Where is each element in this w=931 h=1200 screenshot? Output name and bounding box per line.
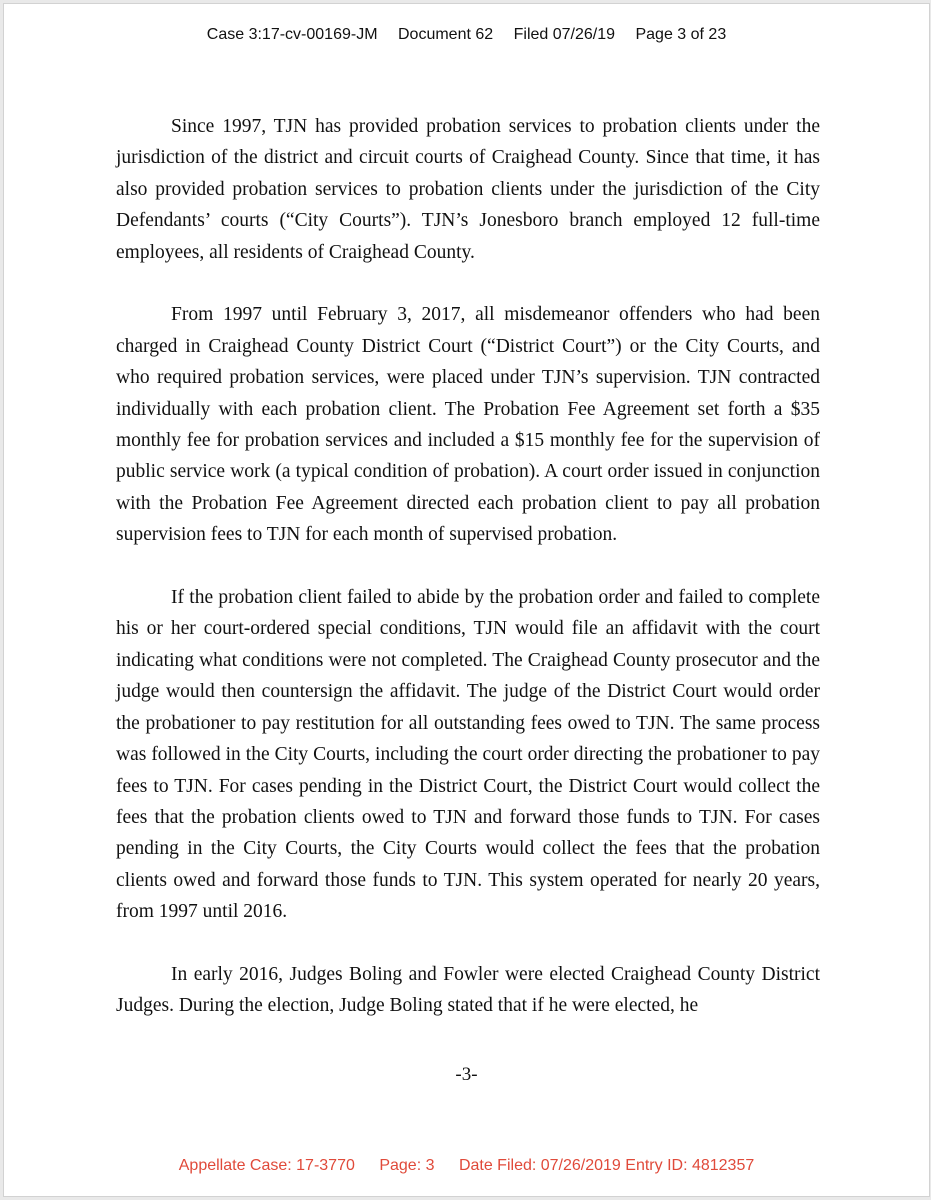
document-body	[116, 111, 820, 1053]
filed-date: Filed 07/26/19	[513, 26, 616, 43]
appellate-date-entry: Date Filed: 07/26/2019 Entry ID: 4812357	[458, 1157, 755, 1174]
appellate-footer	[4, 1157, 929, 1175]
paragraph-1: Since 1997, TJN has provided probation services to probation clients under the jurisdiction of the district and circuit courts of Craighead County. Since that time, it has also provided probation services to probation clients under the jurisdiction of the City Defendants’ courts (“City Courts”). TJN’s Jonesboro branch employed 12 full-time employees, all residents of Craighead County.	[116, 116, 820, 263]
appellate-page: Page: 3	[379, 1157, 435, 1174]
document-number: Document 62	[397, 26, 494, 43]
case-number: Case 3:17-cv-00169-JM	[206, 26, 378, 43]
page-count: Page 3 of 23	[635, 26, 727, 43]
page-number: -3-	[455, 1064, 478, 1085]
paragraph-4: In early 2016, Judges Boling and Fowler were elected Craighead County District Judges. During the election, Judge Boling stated that if he were elected, he	[116, 963, 820, 1017]
paragraph-2: From 1997 until February 3, 2017, all misdemeanor offenders who had been charged in Craighead County District Court (“District Court”) or the City Courts, and who required probation services, were placed under TJN’s supervision. TJN contracted individually with each probation client. The Probation Fee Agreement set forth a $35 monthly fee for probation services and included a $15 monthly fee for the supervision of public service work (a typical condition of probation). A court order issued in conjunction with the Probation Fee Agreement directed each probation client to pay all probation supervision fees to TJN for each month of supervised probation.	[116, 304, 820, 546]
paragraph-3: If the probation client failed to abide by the probation order and failed to complete his or her court-ordered special conditions, TJN would file an affidavit with the court indicating what conditions were not completed. The Craighead County prosecutor and the judge would then countersign the affidavit. The judge of the District Court would order the probationer to pay restitution for all outstanding fees owed to TJN. The same process was followed in the City Courts, including the court order directing the probationer to pay fees to TJN. For cases pending in the District Court, the District Court would collect the fees that the probation clients owed to TJN and forward those funds to TJN. For cases pending in the City Courts, the City Courts would collect the fees that the probation clients owed and forward those funds to TJN. This system operated for nearly 20 years, from 1997 until 2016.	[116, 587, 820, 923]
document-page	[3, 3, 930, 1197]
court-filing-header	[4, 26, 929, 44]
appellate-case: Appellate Case: 17-3770	[178, 1157, 355, 1174]
